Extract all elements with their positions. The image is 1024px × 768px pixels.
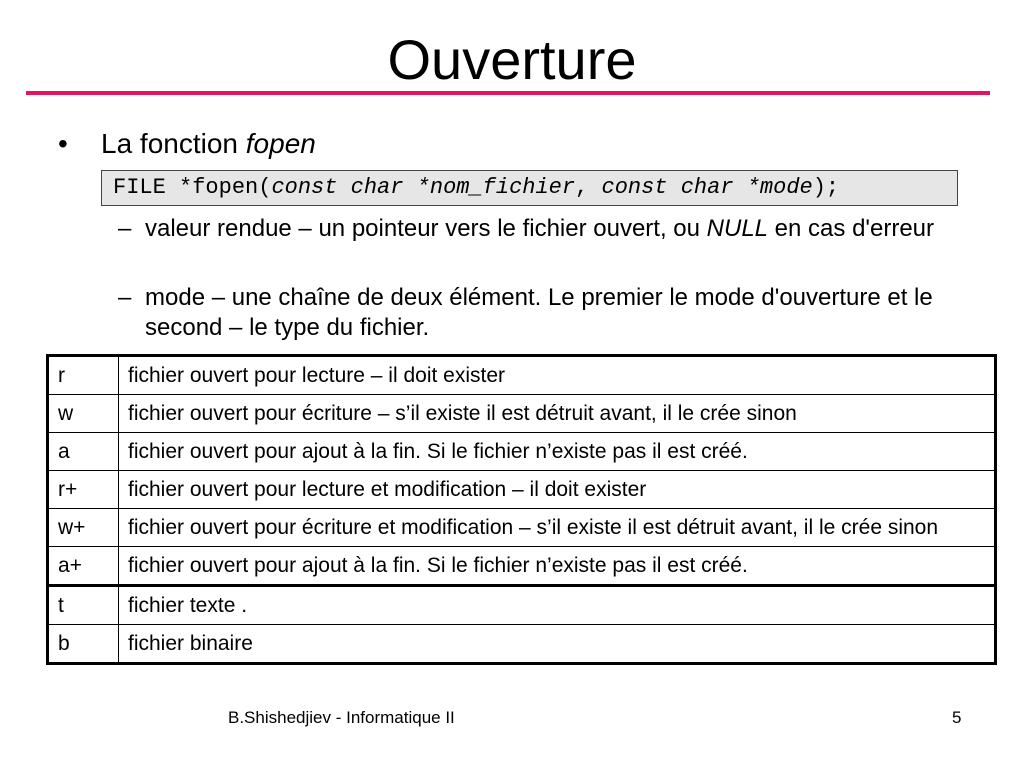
sub-item-text-before: valeur rendue – un pointeur vers le fichier ouvert, ou	[145, 215, 707, 242]
sub-item-return-value	[118, 214, 958, 274]
page-number: 5	[952, 708, 962, 727]
signature-arg2: const char *mode	[601, 175, 813, 200]
function-name: fopen	[245, 128, 316, 159]
signature-arg1: const char *nom_fichier	[271, 175, 576, 200]
title-divider	[26, 91, 990, 95]
mode-code: b	[48, 625, 119, 664]
mode-code: t	[48, 586, 119, 625]
function-signature	[101, 170, 958, 206]
null-keyword: NULL	[706, 215, 769, 242]
mode-description: fichier ouvert pour ajout à la fin. Si le fichier n’existe pas il est créé.	[119, 433, 996, 471]
mode-code: r	[48, 356, 119, 395]
mode-code: w+	[48, 509, 119, 547]
mode-description: fichier binaire	[119, 625, 996, 664]
signature-suffix: );	[812, 175, 840, 200]
sub-item-dash: –	[118, 215, 132, 242]
table-row	[48, 625, 996, 664]
signature-separator: ,	[575, 175, 602, 200]
table-row	[48, 433, 996, 471]
footer-author: B.Shishedjiev - Informatique II	[228, 708, 455, 727]
table-row	[48, 356, 996, 395]
sub-item-text: mode – une chaîne de deux élément. Le premier le mode d'ouverture et le second – le type du fichier.	[145, 284, 933, 341]
mode-description: fichier texte .	[119, 586, 996, 625]
slide-title: Ouverture	[387, 28, 637, 91]
mode-code: a+	[48, 547, 119, 586]
bullet-marker: •	[58, 128, 68, 159]
mode-description: fichier ouvert pour lecture et modification – il doit exister	[119, 471, 996, 509]
sub-item-mode	[118, 283, 958, 343]
mode-code: w	[48, 395, 119, 433]
sub-item-text-after: en cas d'erreur	[768, 215, 935, 242]
bullet-text: La fonction	[101, 128, 246, 159]
modes-table	[46, 354, 997, 665]
sub-item-dash: –	[118, 284, 132, 311]
mode-description: fichier ouvert pour lecture – il doit exister	[119, 356, 996, 395]
mode-description: fichier ouvert pour écriture et modification – s’il existe il est détruit avant, il le crée sinon	[119, 509, 996, 547]
mode-description: fichier ouvert pour écriture – s’il existe il est détruit avant, il le crée sinon	[119, 395, 996, 433]
bullet-heading	[101, 124, 316, 164]
mode-code: r+	[48, 471, 119, 509]
table-row	[48, 471, 996, 509]
table-row	[48, 395, 996, 433]
mode-description: fichier ouvert pour ajout à la fin. Si le fichier n’existe pas il est créé.	[119, 547, 996, 586]
signature-prefix: FILE *fopen(	[113, 175, 272, 200]
sub-item-text	[145, 214, 965, 244]
mode-code: a	[48, 433, 119, 471]
table-row	[48, 547, 996, 586]
table-row	[48, 586, 996, 625]
table-row	[48, 509, 996, 547]
